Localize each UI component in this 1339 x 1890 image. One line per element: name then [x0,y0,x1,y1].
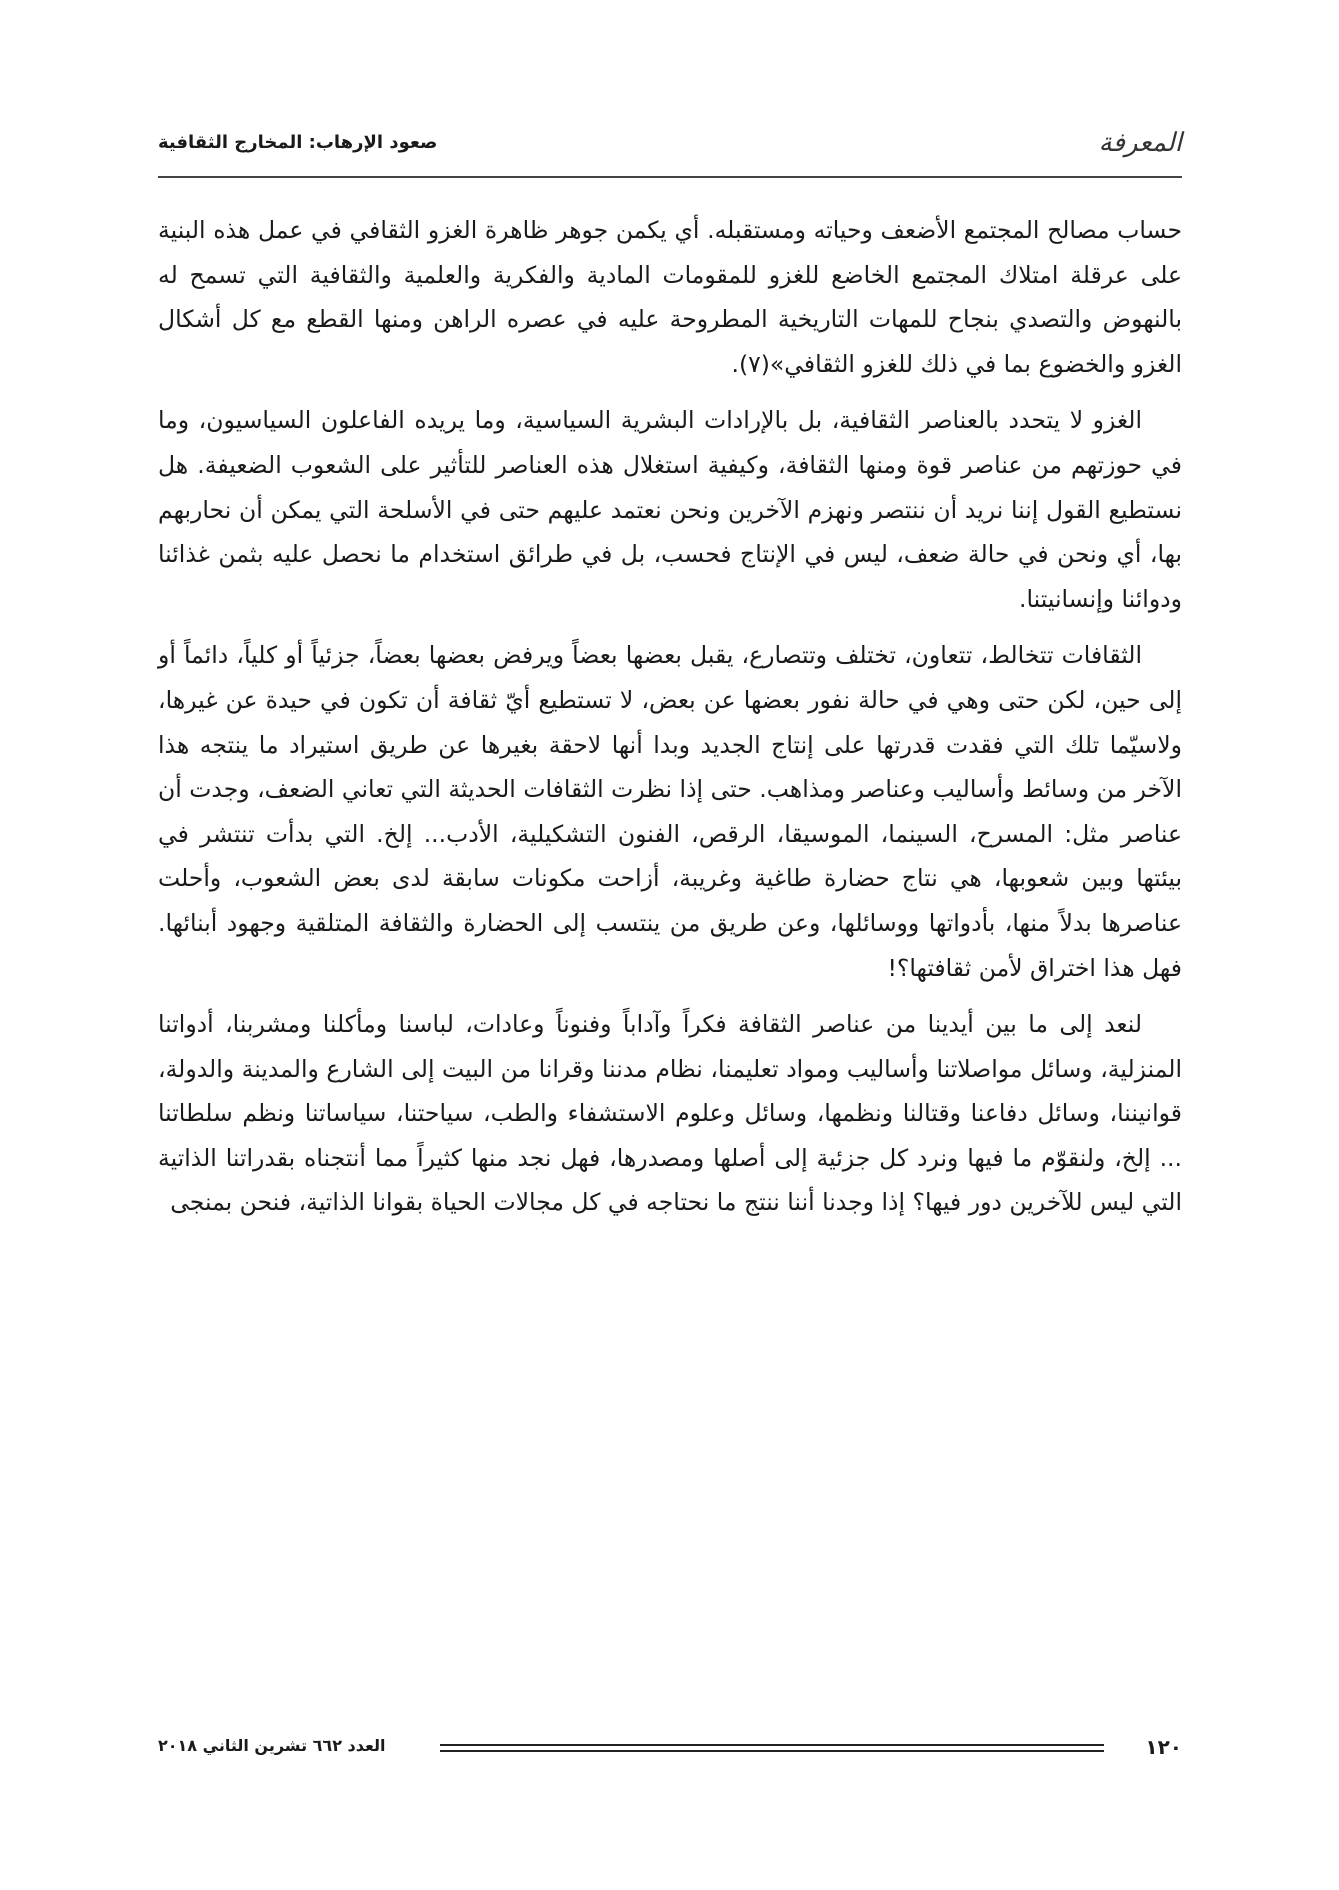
header-divider [158,176,1182,178]
page-number: ١٢٠ [1145,1735,1182,1759]
page-footer [158,1735,1182,1765]
paragraph-3: الثقافات تتخالط، تتعاون، تختلف وتتصارع، يقبل بعضها بعضاً ويرفض بعضها بعضاً، جزئياً أو كلياً، دائماً أو إلى حين، لكن حتى وهي في حالة نفور بعضها عن بعض، لا تستطيع أيّ ثقافة أن تكون في حيدة عن غيرها، ولاسيّما تلك التي فقدت قدرتها على إنتاج الجديد وبدا أنها لاحقة بغيرها عن طريق استيراد ما ينتجه هذا الآخر من وسائط وأساليب وعناصر ومذاهب. حتى إذا نظرت الثقافات الحديثة التي تعاني الضعف، وجدت أن عناصر مثل: المسرح، السينما، الموسيقا، الرقص، الفنون التشكيلية، الأدب... إلخ. التي بدأت تنتشر في بيئتها وبين شعوبها، هي نتاج حضارة طاغية وغريبة، أزاحت مكونات سابقة لدى بعض الشعوب، وأحلت عناصرها بدلاً منها، بأدواتها ووسائلها، وعن طريق من ينتسب إلى الحضارة والثقافة المتلقية وجهود أبنائها. فهل هذا اختراق لأمن ثقافتها؟! [158,641,1182,982]
page-header [158,128,1182,164]
magazine-logo: المعرفة [1098,128,1182,158]
running-title: صعود الإرهاب: المخارج الثقافية [158,132,438,153]
paragraph-1: حساب مصالح المجتمع الأضعف وحياته ومستقبله. أي يكمن جوهر ظاهرة الغزو الثقافي في عمل هذه البنية على عرقلة امتلاك المجتمع الخاضع للغزو للمقومات المادية والفكرية والعلمية والثقافية التي تسمح له بالنهوض والتصدي بنجاح للمهات التاريخية المطروحة عليه في عصره الراهن ومنها القطع مع كل أشكال الغزو والخضوع بما في ذلك للغزو الثقافي»(٧). [158,216,1182,378]
footer-divider [440,1744,1104,1752]
paragraph-2: الغزو لا يتحدد بالعناصر الثقافية، بل بالإرادات البشرية السياسية، وما يريده الفاعلون السياسيون، وما في حوزتهم من عناصر قوة ومنها الثقافة، وكيفية استغلال هذه العناصر للتأثير على الشعوب الضعيفة. هل نستطيع القول إننا نريد أن ننتصر ونهزم الآخرين ونحن نعتمد عليهم حتى في الأسلحة التي يمكن أن نحاربهم بها، أي ونحن في حالة ضعف، ليس في الإنتاج فحسب، بل في طرائق استخدام ما نحصل عليه بثمن غذائنا ودوائنا وإنسانيتنا. [158,406,1182,613]
article-body [158,208,1182,1237]
paragraph-4: لنعد إلى ما بين أيدينا من عناصر الثقافة فكراً وآداباً وفنوناً وعادات، لباسنا ومأكلنا ومشربنا، أدواتنا المنزلية، وسائل مواصلاتنا وأساليب ومواد تعليمنا، نظام مدننا وقرانا من البيت إلى الشارع والمدينة والدولة، قوانيننا، وسائل دفاعنا وقتالنا ونظمها، وسائل وعلوم الاستشفاء والطب، سياحتنا، سياساتنا ونظم سلطاتنا ... إلخ، ولنقوّم ما فيها ونرد كل جزئية إلى أصلها ومصدرها، فهل نجد منها كثيراً مما أنتجناه بقدراتنا الذاتية التي ليس للآخرين دور فيها؟ إذا وجدنا أننا ننتج ما نحتاجه في كل مجالات الحياة بقوانا الذاتية، فنحن بمنجى [158,1010,1182,1217]
issue-info: العدد ٦٦٢ تشرين الثاني ٢٠١٨ [158,1736,386,1755]
